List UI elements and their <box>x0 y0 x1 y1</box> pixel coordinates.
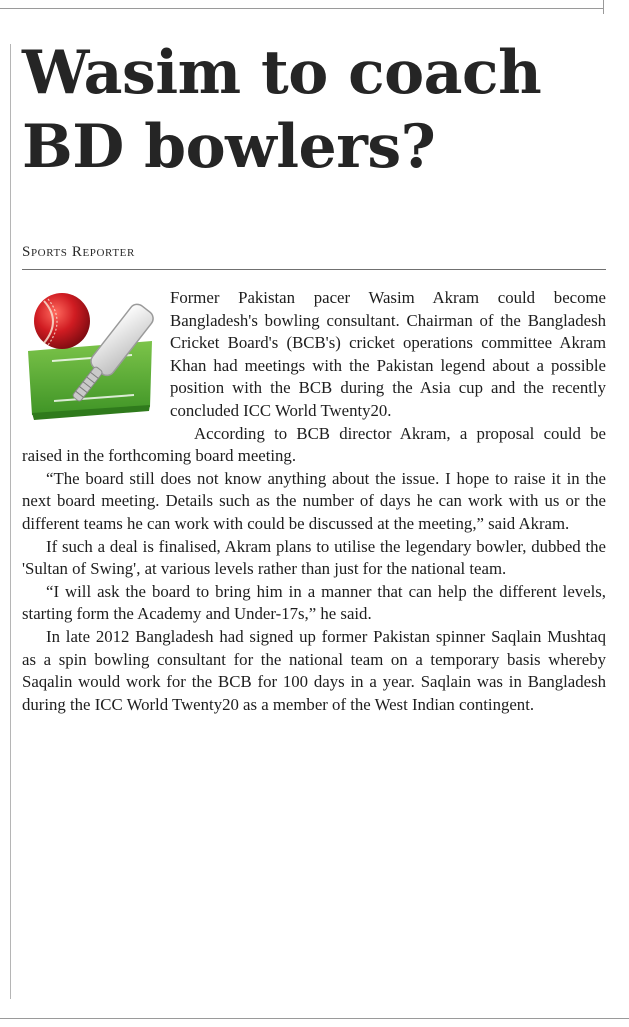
cricket-ball <box>34 293 90 349</box>
right-border-tick <box>603 0 604 14</box>
byline: Sports Reporter <box>22 244 135 260</box>
article-body <box>22 287 606 716</box>
paragraph: In late 2012 Bangladesh had signed up former Pakistan spinner Saqlain Mushtaq as a spin bowling consultant for the national team on a temporary basis whereby Saqalin would work for the BCB for 100 days in a year. Saqlain was in Bangladesh during the ICC World Twenty20 as a member of the West Indian contingent. <box>22 626 606 714</box>
paragraph: Former Pakistan pacer Wasim Akram could become Bangladesh's bowling consultant. Chairman of the Bangladesh Cricket Board's (BCB's) cricket operations committee Akram Khan had meetings with the Pakistan legend about a possible position with the BCB during the Asia cup and the recently concluded ICC World Twenty20. <box>170 288 606 420</box>
paragraph: “The board still does not know anything about the issue. I hope to raise it in the next board meeting. Details such as the number of days he can work with us or the different teams he can work with could be discussed at the meeting,” said Akram. <box>22 468 606 533</box>
cricket-ball-bat-icon <box>22 289 162 429</box>
byline-divider <box>22 269 606 270</box>
column-border <box>10 44 11 999</box>
paragraph: “I will ask the board to bring him in a manner that can help the different levels, starting form the Academy and Under-17s,” he said. <box>22 581 606 624</box>
headline: Wasim to coach BD bowlers? <box>22 38 542 182</box>
paragraph: According to BCB director Akram, a proposal could be raised in the forthcoming board meeting. <box>22 423 606 466</box>
bottom-border <box>0 1018 629 1019</box>
paragraph: If such a deal is finalised, Akram plans to utilise the legendary bowler, dubbed the 'Sultan of Swing', at various levels rather than just for the national team. <box>22 536 606 579</box>
top-border <box>0 8 604 9</box>
